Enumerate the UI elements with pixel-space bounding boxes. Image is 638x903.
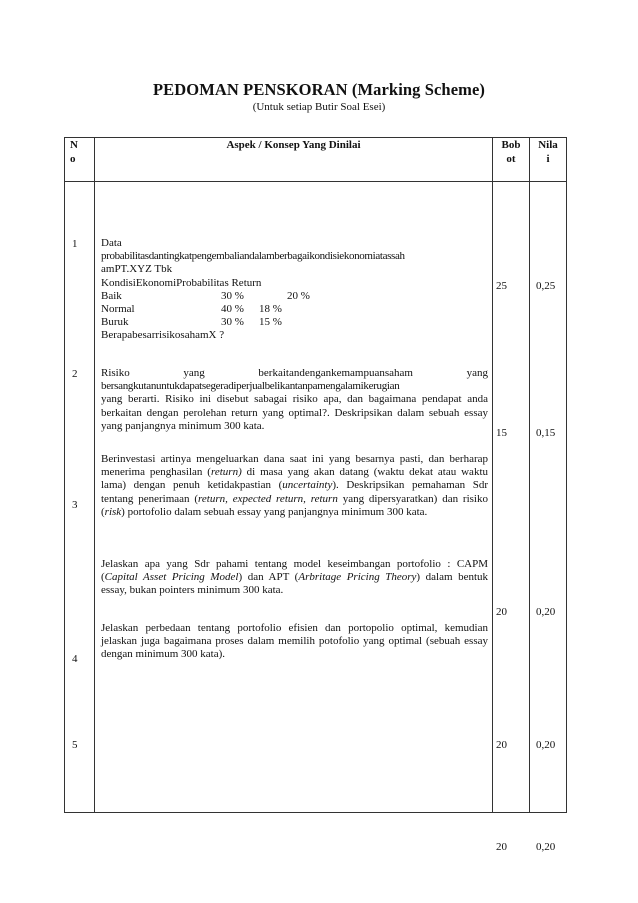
header-no: N o — [65, 138, 95, 182]
q1-line1: Data — [101, 237, 122, 249]
nilai-3: 0,20 — [536, 606, 556, 618]
question-1 — [101, 237, 488, 343]
header-bobot: Bob ot — [493, 138, 530, 182]
q1-question: BerapabesarrisikosahamX ? — [101, 329, 225, 342]
table-header-row — [65, 138, 567, 182]
item-number-3: 3 — [72, 499, 78, 511]
q2-text: yang berarti. Risiko ini disebut sabagai risiko apa, dan bagaimana pendapat anda berkaitan dengan perolehan return yang optimal?. Deskripsikan dalam sebuah essay yang panjangnya minimum 300 kata. — [101, 393, 488, 432]
nilai-2: 0,15 — [536, 427, 556, 439]
question-3 — [101, 453, 488, 519]
item-number-4: 4 — [72, 653, 78, 665]
nilai-1: 0,25 — [536, 280, 556, 292]
marking-scheme-table — [64, 137, 567, 853]
bobot-1: 25 — [496, 280, 507, 292]
nilai-4: 0,20 — [536, 739, 556, 751]
q1-row-buruk: Buruk 30 % 15 % — [101, 316, 282, 329]
page-subtitle: (Untuk setiap Butir Soal Esei) — [252, 101, 386, 113]
item-number-1: 1 — [72, 238, 78, 250]
page-title: PEDOMAN PENSKORAN (Marking Scheme) — [153, 80, 485, 99]
bobot-2: 15 — [496, 427, 507, 439]
number-column — [65, 182, 95, 813]
question-4 — [101, 558, 488, 598]
nilai-column — [530, 182, 567, 853]
bobot-4: 20 — [496, 739, 507, 751]
item-number-2: 2 — [72, 368, 78, 380]
table-body-row — [65, 182, 567, 813]
q3-text: Berinvestasi artinya mengeluarkan dana saat ini yang besarnya pasti, dan berharap menerima penghasilan (return) di masa yang akan datang (waktu dekat atau waktu lama) dengan penuh ketidakpastian (uncertainty). Deskripsikan pemahaman Sdr tentang penerimaan (return, expected return, return yang dipersyaratkan) dan risiko (risk) portofolio dalam sebuah essay yang panjangnya minimum 300 kata. — [101, 453, 488, 518]
q1-line2: probabilitasdantingkatpengembaliandalamberbagaikondisiekonomiatassah — [101, 250, 405, 263]
q4-text: Jelaskan apa yang Sdr pahami tentang model keseimbangan portofolio : CAPM (Capital Asset Pricing Model) dan APT (Arbritage Pricing Theory) dalam bentuk essay, bukan pointers minimum 300 kata. — [101, 558, 489, 597]
q5-text: Jelaskan perbedaan tentang portofolio efisien dan portopolio optimal, kemudian jelaskan juga bagaimana proses dalam memilih potofolio yang optimal (sebuah essay dengan minimum 300 kata). — [101, 622, 488, 661]
bobot-column — [493, 182, 530, 853]
header-aspek: Aspek / Konsep Yang Dinilai — [95, 138, 493, 182]
bobot-5: 20 — [496, 841, 507, 853]
q1-line3: amPT.XYZ Tbk — [101, 263, 173, 276]
header-nilai: Nila i — [530, 138, 567, 182]
q1-row-baik: Baik 30 % 20 % — [101, 289, 310, 302]
nilai-5: 0,20 — [536, 841, 556, 853]
q1-line4: KondisiEkonomiProbabilitas Return — [101, 276, 262, 289]
q1-row-normal: Normal 40 % 18 % — [101, 303, 282, 315]
question-2 — [101, 367, 488, 433]
bobot-3: 20 — [496, 606, 507, 618]
question-5 — [101, 622, 488, 662]
item-number-5: 5 — [72, 739, 78, 751]
q2-line2: bersangkutanuntukdapatsegeradiperjualbelikantanpamengalamikerugian — [101, 380, 400, 393]
q2-line1: Risiko yang berkaitandengankemampuansaham yang — [101, 367, 488, 379]
aspek-column — [95, 182, 493, 813]
